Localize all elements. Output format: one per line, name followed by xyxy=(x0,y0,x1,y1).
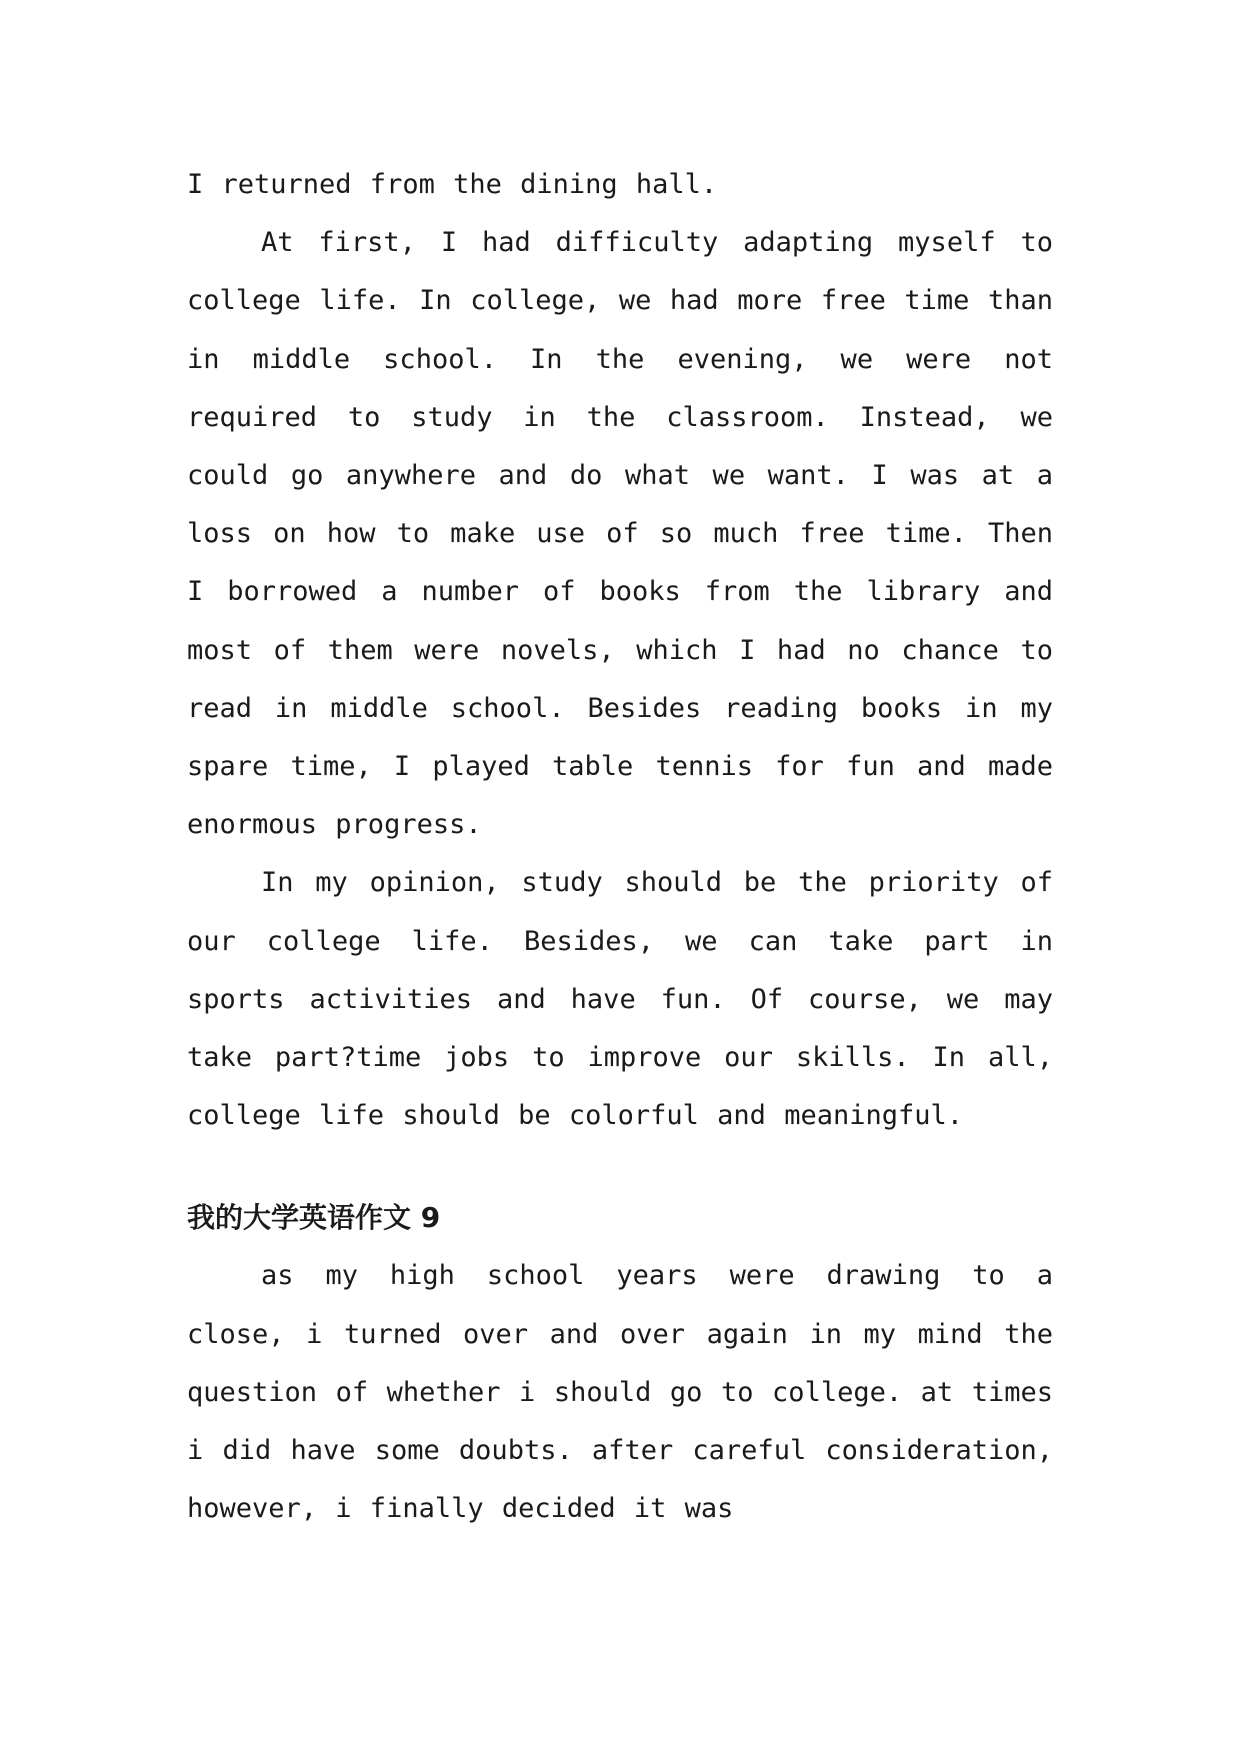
paragraph-continuation: I returned from the dining hall. xyxy=(187,169,718,200)
paragraph-adapting-to-college: At first, I had difficulty adapting myself to college life. In college, we had more free time than in middle school. In the evening, we were not required to study in the classroom. Instead, we could go anywhere and do what we want. I was at a loss on how to make use of so much free time. Then I borrowed a number of books from the library and most of them were novels, which I had no chance to read in middle school. Besides reading books in my spare time, I played table tennis for fun and made enormous progress. xyxy=(187,227,1053,841)
document-body xyxy=(187,156,1053,1538)
paragraph-opinion: In my opinion, study should be the priority of our college life. Besides, we can take part in sports activities and have fun. Of course, we may take part?time jobs to improve our skills. In all, college life should be colorful and meaningful. xyxy=(187,867,1053,1132)
section-heading: 我的大学英语作文 9 xyxy=(187,1201,441,1235)
paragraph-high-school: as my high school years were drawing to a close, i turned over and over again in my mind the question of whether i should go to college. at times i did have some doubts. after careful consideration, however, i finally decided it was xyxy=(187,1260,1053,1525)
